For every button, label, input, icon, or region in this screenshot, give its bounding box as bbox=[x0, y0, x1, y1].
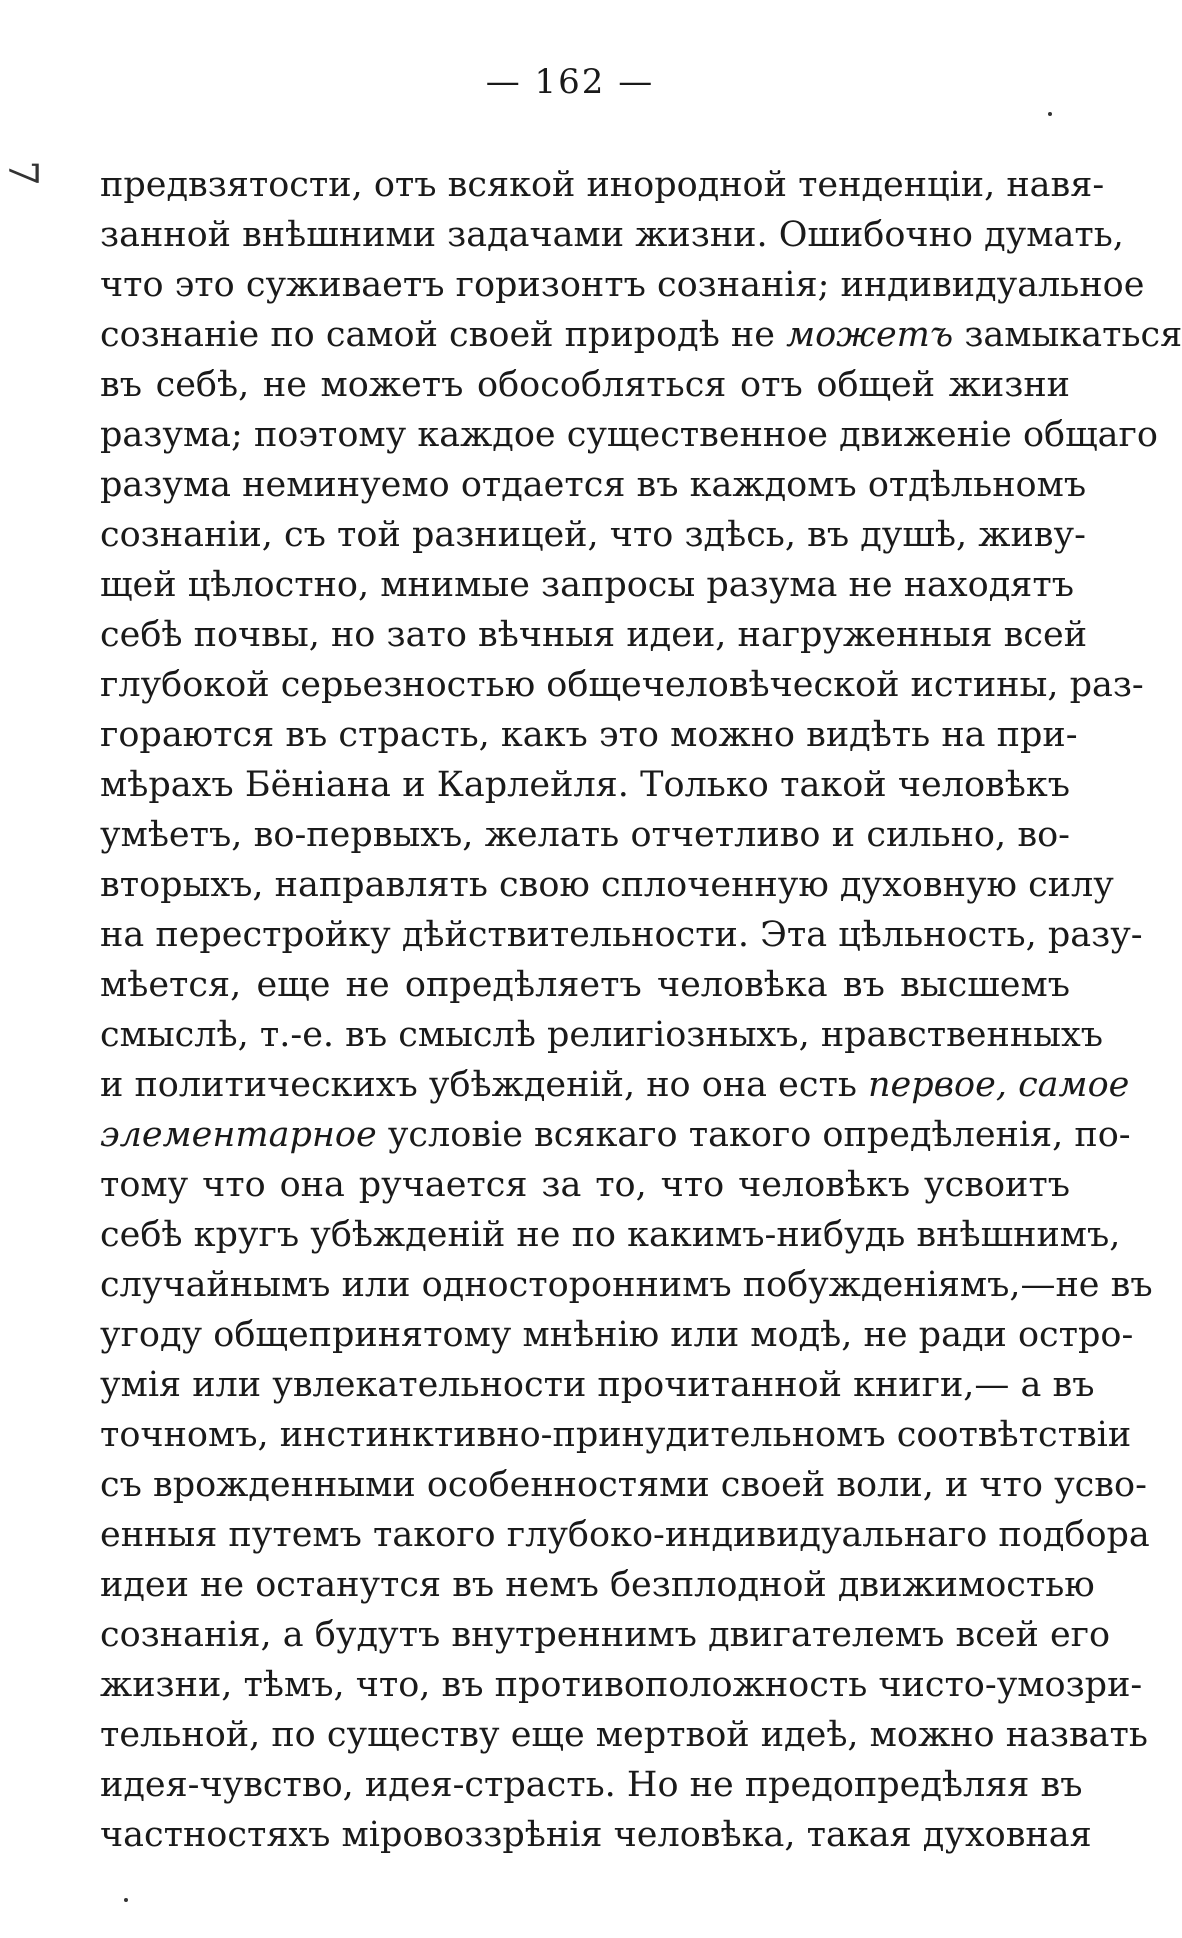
text-line bbox=[100, 310, 1182, 360]
text-line bbox=[100, 910, 1143, 960]
stray-ink-dot bbox=[1048, 112, 1052, 116]
text-segment: сознанія, а будутъ внутреннимъ двигателемъ всей его bbox=[100, 1615, 1111, 1655]
text-segment: гораются въ страсть, какъ это можно видѣть на при- bbox=[100, 715, 1078, 755]
text-segment: тому что она ручается за то, что человѣкъ усвоитъ bbox=[100, 1165, 1070, 1205]
text-line bbox=[100, 1510, 1150, 1560]
text-line bbox=[100, 1410, 1132, 1460]
text-segment: и политическихъ убѣжденій, но она есть bbox=[100, 1065, 869, 1105]
text-segment: идея-чувство, идея-страсть. Но не предопредѣляя въ bbox=[100, 1765, 1083, 1805]
text-segment: предвзятости, отъ всякой инородной тенденціи, навя- bbox=[100, 165, 1105, 205]
text-segment: смыслѣ, т.-е. въ смыслѣ религіозныхъ, нравственныхъ bbox=[100, 1015, 1104, 1055]
text-line bbox=[100, 410, 1158, 460]
body-text bbox=[100, 160, 1182, 1860]
text-segment: разума неминуемо отдается въ каждомъ отдѣльномъ bbox=[100, 465, 1087, 505]
text-segment: разума; поэтому каждое существенное движеніе общаго bbox=[100, 415, 1158, 455]
text-line bbox=[100, 1710, 1148, 1760]
text-line bbox=[100, 510, 1086, 560]
text-line bbox=[100, 660, 1144, 710]
text-line bbox=[100, 1160, 1070, 1210]
text-segment: мѣется, еще не опредѣляетъ человѣка въ высшемъ bbox=[100, 965, 1070, 1005]
text-segment: сознаніе по самой своей природѣ не bbox=[100, 315, 787, 355]
text-segment: умѣетъ, во-первыхъ, желать отчетливо и сильно, во- bbox=[100, 815, 1070, 855]
text-segment: себѣ почвы, но зато вѣчныя идеи, нагруженныя всей bbox=[100, 615, 1088, 655]
page-number: — 162 — bbox=[485, 62, 655, 102]
text-segment: себѣ кругъ убѣжденій не по какимъ-нибудь внѣшнимъ, bbox=[100, 1215, 1121, 1255]
text-segment: енныя путемъ такого глубоко-индивидуальнаго подбора bbox=[100, 1515, 1150, 1555]
text-segment: случайнымъ или одностороннимъ побужденіямъ,—не въ bbox=[100, 1265, 1153, 1305]
text-line bbox=[100, 1360, 1095, 1410]
text-line bbox=[100, 610, 1088, 660]
text-line bbox=[100, 1460, 1147, 1510]
text-segment: замыкаться bbox=[953, 315, 1182, 355]
text-line bbox=[100, 210, 1124, 260]
text-segment: занной внѣшними задачами жизни. Ошибочно думать, bbox=[100, 215, 1124, 255]
text-line bbox=[100, 860, 1114, 910]
text-line bbox=[100, 160, 1105, 210]
text-segment: мѣрахъ Бёніана и Карлейля. Только такой человѣкъ bbox=[100, 765, 1070, 805]
italic-emphasis: первое, самое bbox=[868, 1065, 1130, 1105]
text-segment: точномъ, инстинктивно-принудительномъ соотвѣтствіи bbox=[100, 1415, 1132, 1455]
text-line bbox=[100, 1210, 1121, 1260]
text-line bbox=[100, 260, 1145, 310]
text-segment: условіе всякаго такого опредѣленія, по- bbox=[376, 1115, 1131, 1155]
text-segment: жизни, тѣмъ, что, въ противоположность чисто-умозри- bbox=[100, 1665, 1143, 1705]
text-segment: угоду общепринятому мнѣнію или модѣ, не ради остро- bbox=[100, 1315, 1134, 1355]
text-line bbox=[100, 1760, 1083, 1810]
text-line bbox=[100, 1810, 1092, 1860]
text-segment: въ себѣ, не можетъ обособляться отъ общей жизни bbox=[100, 365, 1070, 405]
text-segment: умія или увлекательности прочитанной книги,— а въ bbox=[100, 1365, 1095, 1405]
stray-ink-dot bbox=[124, 1898, 128, 1902]
text-line bbox=[100, 1110, 1131, 1160]
text-line bbox=[100, 560, 1074, 610]
text-line bbox=[100, 1310, 1134, 1360]
text-segment: сознаніи, съ той разницей, что здѣсь, въ душѣ, живу- bbox=[100, 515, 1086, 555]
italic-emphasis: элементарное bbox=[100, 1115, 377, 1155]
text-line bbox=[100, 360, 1070, 410]
text-line bbox=[100, 760, 1070, 810]
text-segment: вторыхъ, направлять свою сплоченную духовную силу bbox=[100, 865, 1114, 905]
text-line bbox=[100, 1610, 1111, 1660]
text-line bbox=[100, 710, 1078, 760]
text-line bbox=[100, 1010, 1104, 1060]
text-segment: частностяхъ міровоззрѣнія человѣка, такая духовная bbox=[100, 1815, 1092, 1855]
text-line bbox=[100, 1260, 1153, 1310]
text-segment: съ врожденными особенностями своей воли, и что усво- bbox=[100, 1465, 1147, 1505]
text-line bbox=[100, 1660, 1143, 1710]
margin-pencil-mark: 7 bbox=[0, 160, 46, 186]
text-line bbox=[100, 1060, 1130, 1110]
text-segment: тельной, по существу еще мертвой идеѣ, можно назвать bbox=[100, 1715, 1148, 1755]
text-segment: что это суживаетъ горизонтъ сознанія; индивидуальное bbox=[100, 265, 1145, 305]
text-line bbox=[100, 960, 1070, 1010]
text-line bbox=[100, 460, 1087, 510]
text-line bbox=[100, 810, 1070, 860]
text-segment: идеи не останутся въ немъ безплодной движимостью bbox=[100, 1565, 1095, 1605]
text-line bbox=[100, 1560, 1095, 1610]
text-segment: глубокой серьезностью общечеловѣческой истины, раз- bbox=[100, 665, 1144, 705]
italic-emphasis: можетъ bbox=[786, 315, 954, 355]
text-segment: на перестройку дѣйствительности. Эта цѣльность, разу- bbox=[100, 915, 1143, 955]
text-segment: щей цѣлостно, мнимые запросы разума не находятъ bbox=[100, 565, 1074, 605]
